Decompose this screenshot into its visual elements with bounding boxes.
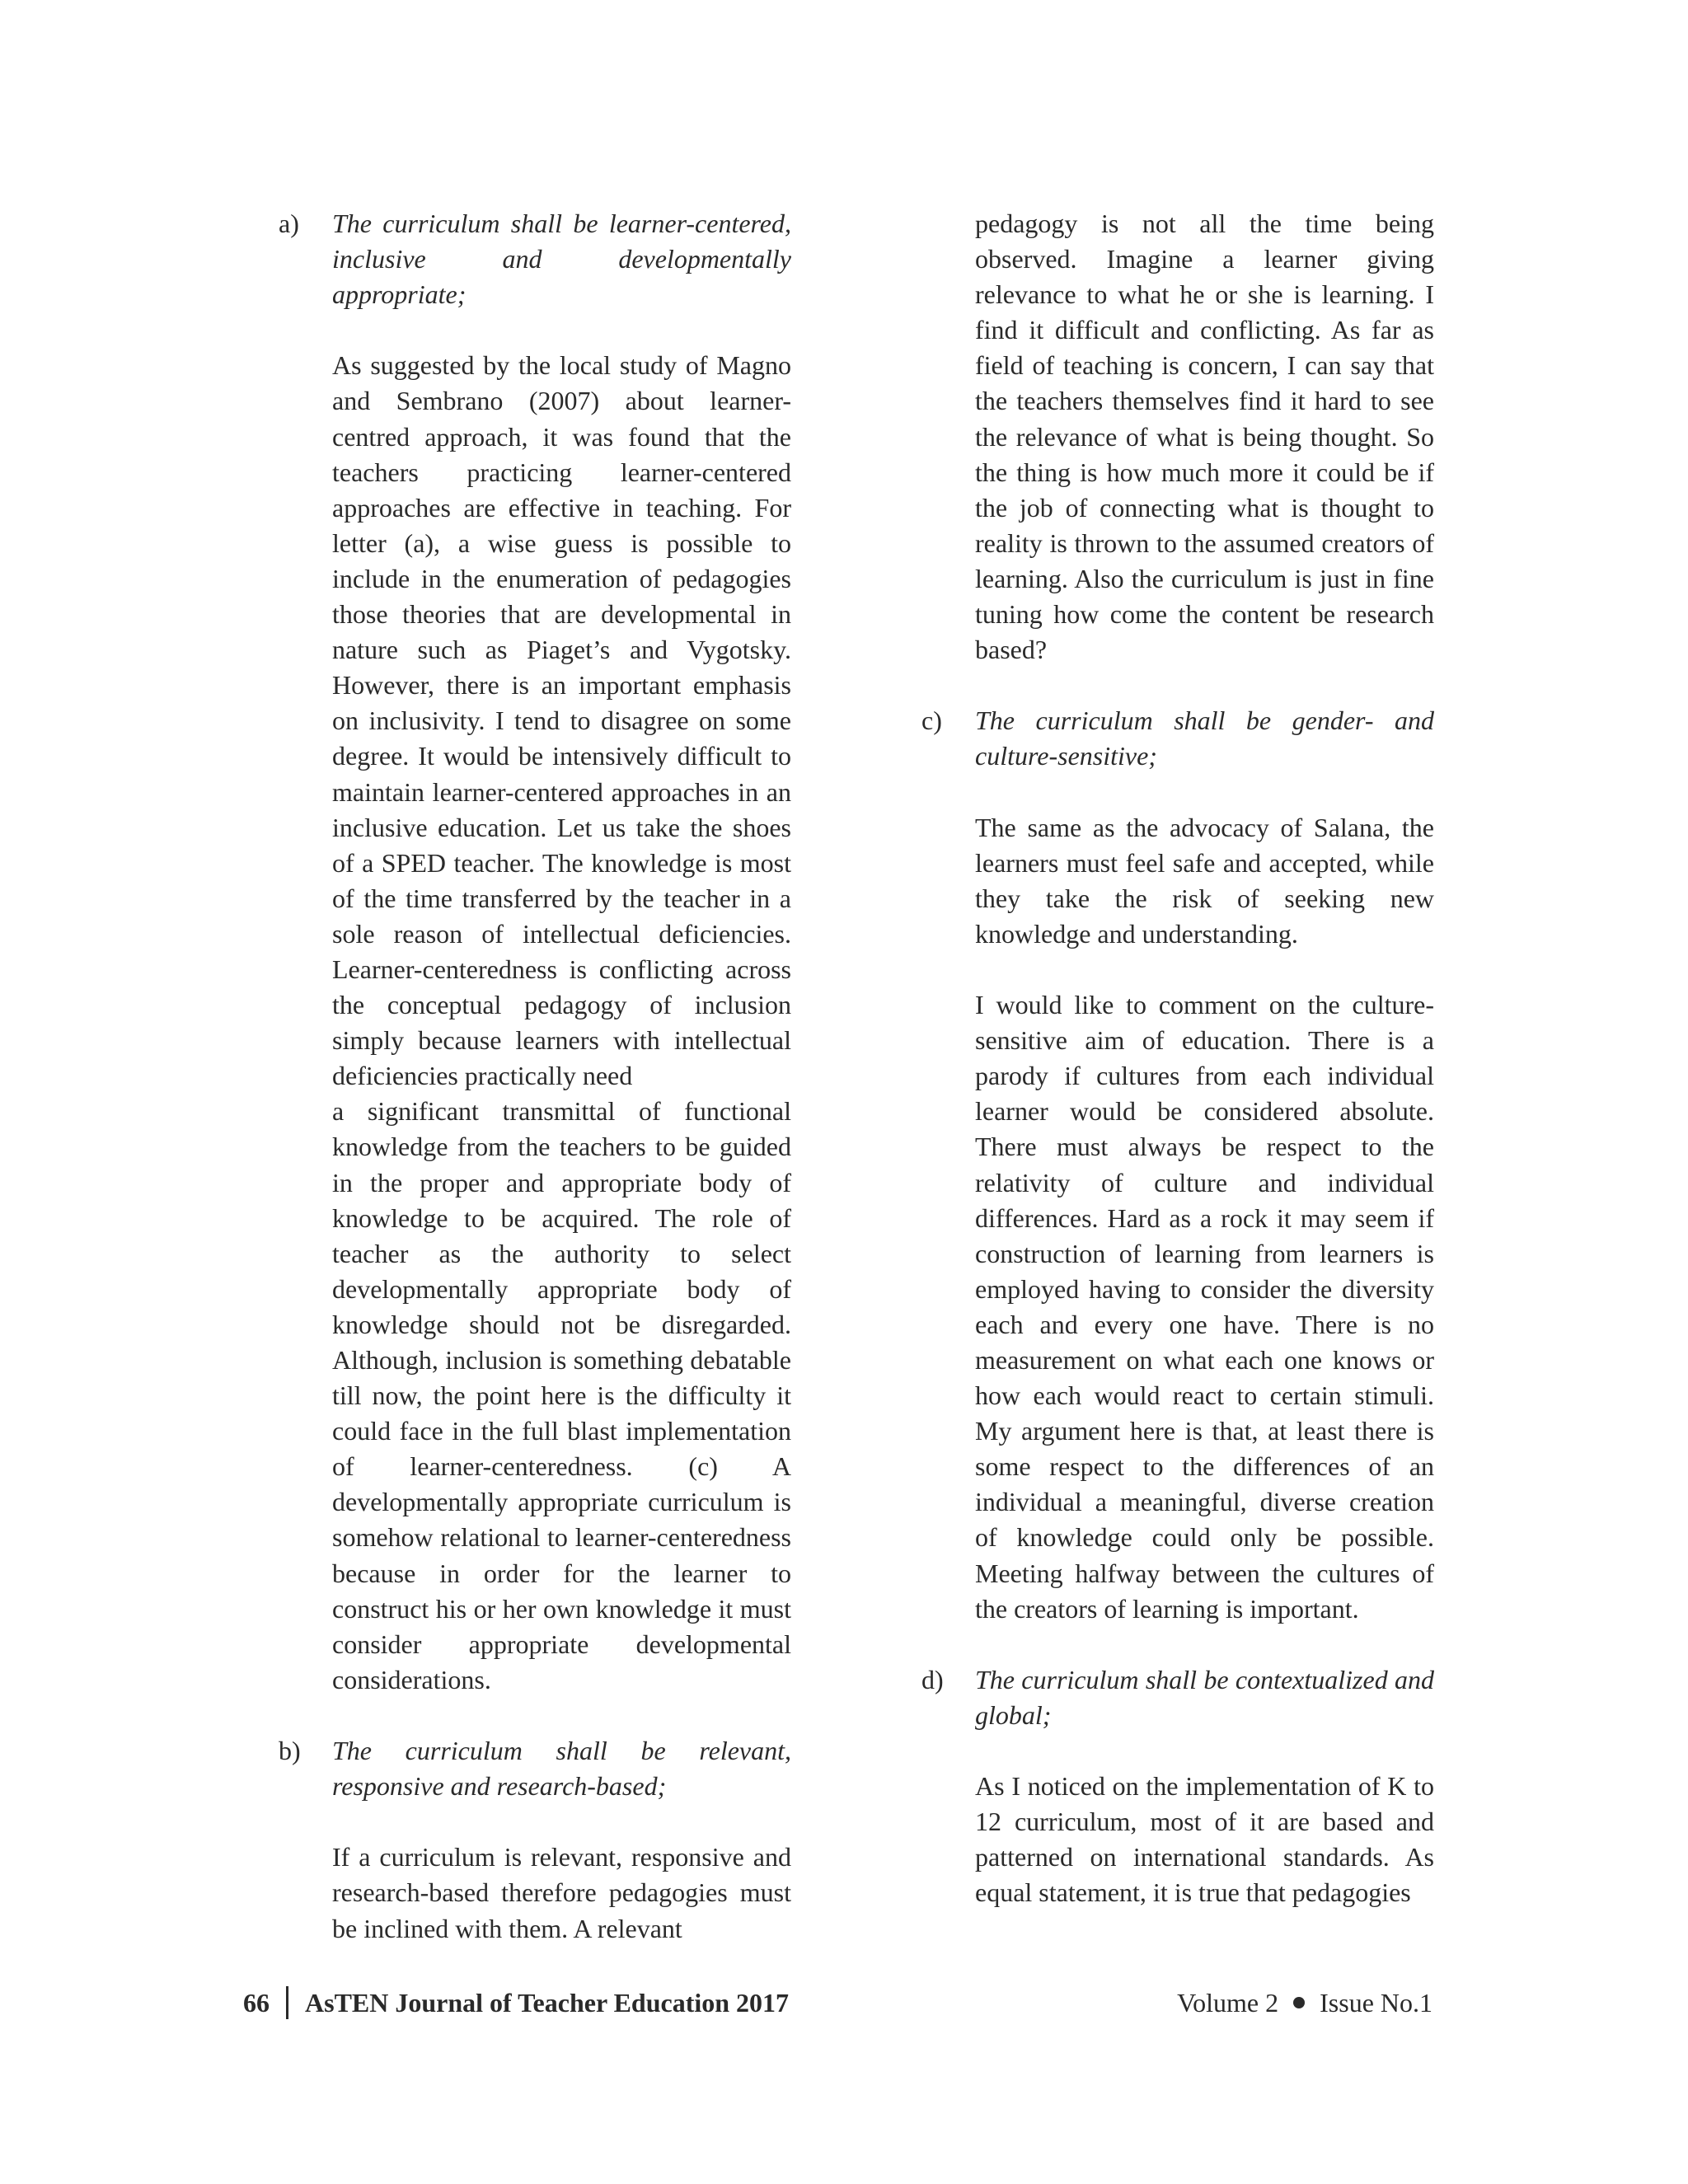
paragraph: pedagogy is not all the time being observed. Imagine a learner giving relevance to what he or she is learning. I find it difficult and conflicting. As far as field of teaching is concern, I can say that the teachers themselves find it hard to see the relevance of what is being thought. So the thing is how much more it could be if the job of connecting what is thought to reality is thrown to the assumed creators of learning. Also the curriculum is just in fine tuning how come the content be research based? — [975, 209, 1434, 665]
item-heading: The curriculum shall be learner-centered, inclusive and developmentally appropriate; — [332, 209, 791, 310]
footer-divider — [286, 1986, 288, 2019]
list-item-c — [921, 703, 1434, 774]
footer-issue — [1177, 1986, 1432, 2019]
item-heading: The curriculum shall be gender- and culture-sensitive; — [975, 705, 1434, 771]
page-number: 66 — [243, 1988, 270, 2018]
right-column — [921, 206, 1434, 1911]
paragraph: As I noticed on the implementation of K to 12 curriculum, most of it are based and patterned on international standards. As equal statement, it is true that pedagogies — [975, 1771, 1434, 1908]
paragraph: If a curriculum is relevant, responsive and research-based therefore pedagogies must be inclined with them. A relevant — [332, 1842, 791, 1943]
item-marker: d) — [921, 1664, 944, 1694]
paragraph: a significant transmittal of functional knowledge from the teachers to be guided in the proper and appropriate body of knowledge to be acquired. The role of teacher as the authority to select developmentally appropriate body of knowledge should not be disregarded. Although, inclusion is something debatable till now, the point here is the difficulty it could face in the full blast implementation of learner-centeredness. (c) A developmentally appropriate curriculum is somehow relational to learner-centeredness because in order for the learner to construct his or her own knowledge it must consider appropriate developmental considerations. — [332, 1096, 791, 1694]
paragraph: As suggested by the local study of Magno and Sembrano (2007) about learner-centred approach, it was found that the teachers practicing learner-centered approaches are effective in teaching. For letter (a), a wise guess is possible to include in the enumeration of pedagogies those theories that are developmental in nature such as Piaget’s and Vygotsky. However, there is an important emphasis on inclusivity. I tend to disagree on some degree. It would be intensively difficult to maintain learner-centered approaches in an inclusive education. Let us take the shoes of a SPED teacher. The knowledge is most of the time transferred by the teacher in a sole reason of intellectual deficiencies. Learner-centeredness is conflicting across the conceptual pedagogy of inclusion simply because learners with intellectual deficiencies practically need — [332, 350, 791, 1091]
item-marker: c) — [921, 705, 942, 736]
item-heading: The curriculum shall be contextualized and global; — [975, 1664, 1434, 1730]
footer-journal — [243, 1986, 789, 2019]
item-marker: b) — [279, 1736, 301, 1766]
paragraph: The same as the advocacy of Salana, the learners must feel safe and accepted, while they take the risk of seeking new knowledge and understanding. — [975, 812, 1434, 949]
list-item-b — [279, 1733, 791, 1804]
list-item-a — [279, 206, 791, 312]
left-column — [279, 206, 791, 1947]
bullet-icon — [1293, 1997, 1305, 2008]
item-heading: The curriculum shall be relevant, responsive and research-based; — [332, 1736, 791, 1802]
journal-title: AsTEN Journal of Teacher Education 2017 — [305, 1988, 790, 2018]
list-item-d — [921, 1662, 1434, 1733]
issue-label: Issue No.1 — [1320, 1988, 1432, 2018]
paragraph: I would like to comment on the culture-sensitive aim of education. There is a parody if cultures from each individual learner would be considered absolute. There must always be respect to the relativity of culture and individual differences. Hard as a rock it may seem if construction of learning from learners is employed having to consider the diversity each and every one have. There is no measurement on what each one knows or how each would react to certain stimuli. My argument here is that, at least there is some respect to the differences of an individual a meaningful, diverse creation of knowledge could only be possible. Meeting halfway between the cultures of the creators of learning is important. — [975, 990, 1434, 1624]
item-marker: a) — [279, 209, 299, 238]
volume-label: Volume 2 — [1177, 1988, 1279, 2018]
